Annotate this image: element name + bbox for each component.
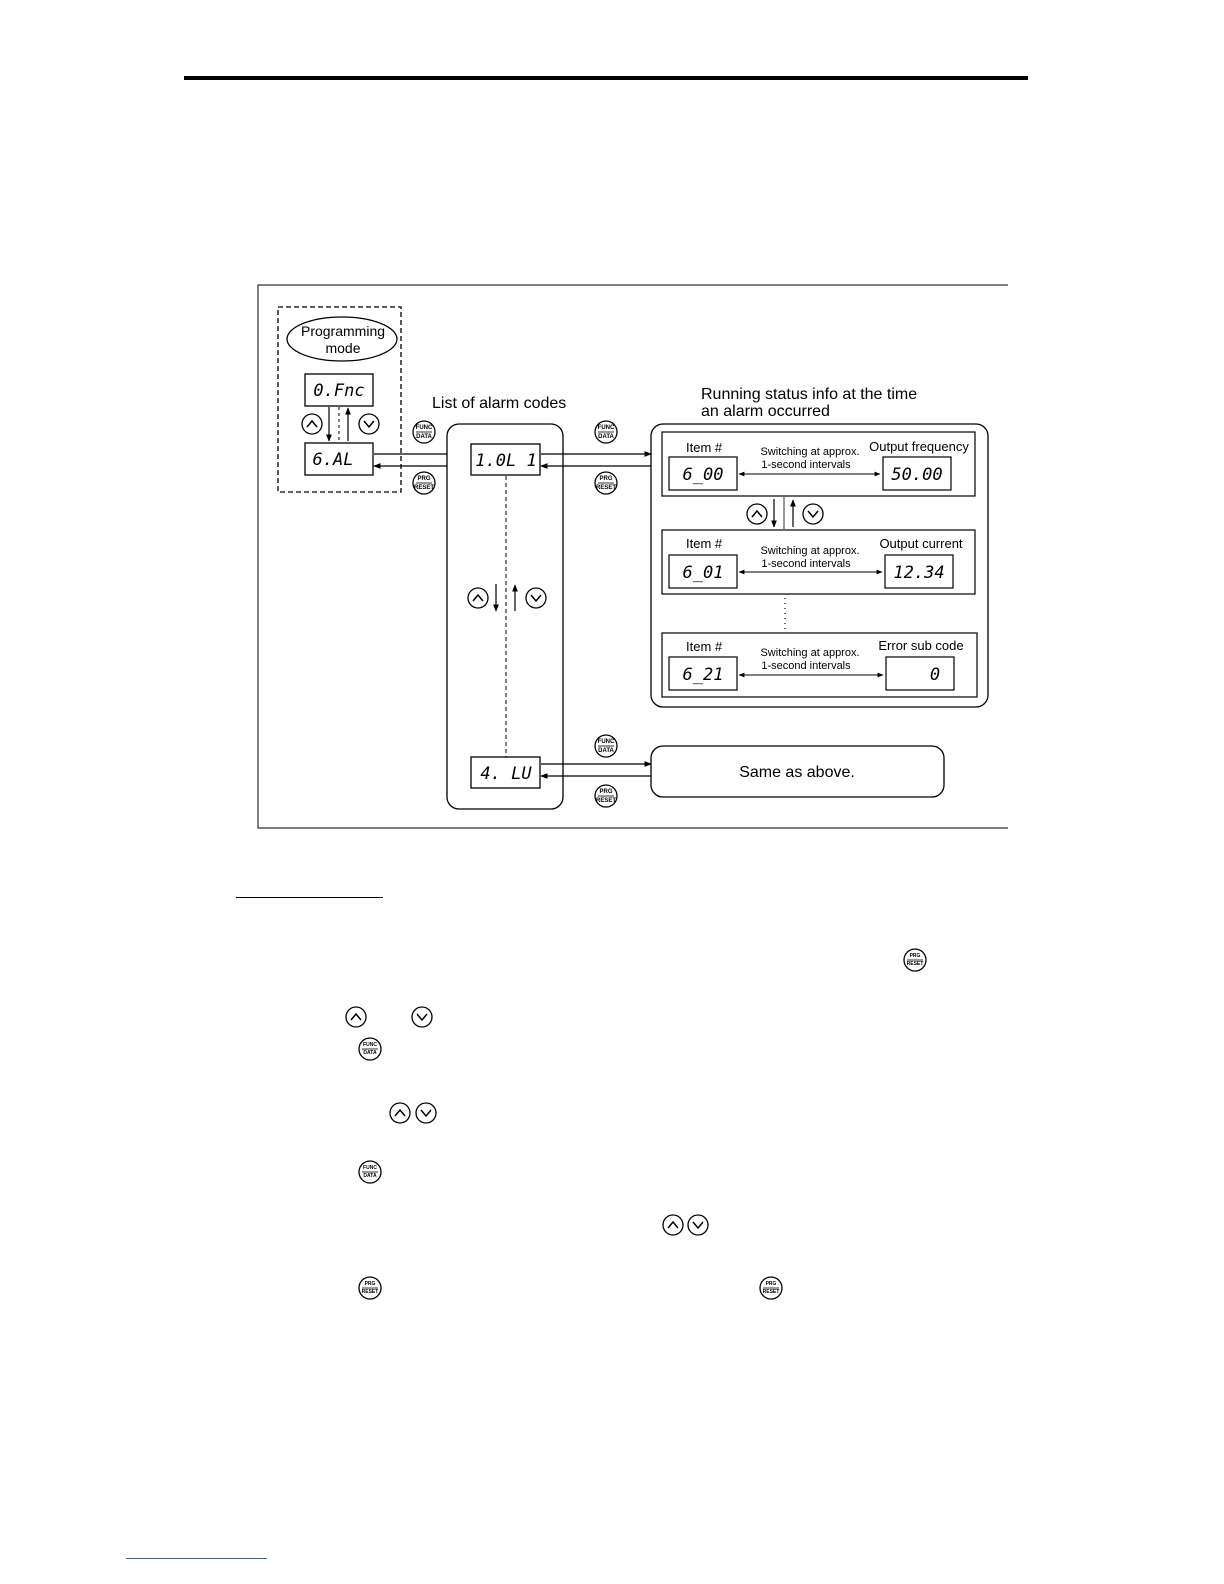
svg-text:FUNC: FUNC [597,425,615,431]
down-key-icon [688,1215,708,1235]
svg-text:50.00: 50.00 [891,465,943,485]
svg-text:PRG: PRG [599,789,613,795]
down-key-icon [526,588,546,608]
svg-text:FUNC: FUNC [363,1165,377,1171]
down-key-icon [803,504,823,524]
up-key-icon [663,1215,683,1235]
svg-text:12.34: 12.34 [893,563,945,583]
svg-text:RESET: RESET [762,1289,780,1295]
svg-text:PRG: PRG [417,476,431,482]
svg-text:1-second intervals: 1-second intervals [761,660,851,672]
svg-text:DATA: DATA [598,748,614,754]
prg-reset-key-icon [760,1277,782,1299]
svg-text:6_01: 6_01 [682,563,724,583]
up-key-icon [390,1103,410,1123]
svg-text:1-second intervals: 1-second intervals [761,459,851,471]
svg-text:RESET: RESET [595,485,617,491]
func-data-key-icon [359,1161,381,1183]
programming-mode-label-2: mode [325,340,361,356]
svg-text:DATA: DATA [416,434,432,440]
svg-text:Item #: Item # [686,536,723,551]
prg-reset-key-icon [904,949,926,971]
up-key-icon [747,504,767,524]
running-status-title-1: Running status info at the time [701,386,918,403]
svg-text:0: 0 [929,665,941,685]
svg-text:6_00: 6_00 [682,465,724,485]
svg-text:RESET: RESET [595,798,617,804]
func-data-key-icon [359,1038,381,1060]
footnote-rule [126,1558,267,1559]
display-0fnc-text: 0.Fnc [313,381,365,401]
up-key-icon [468,588,488,608]
svg-text:RESET: RESET [361,1289,379,1295]
svg-text:PRG: PRG [765,1281,777,1287]
svg-text:PRG: PRG [364,1281,376,1287]
programming-mode-label-1: Programming [300,323,386,339]
display-alarm-first-text: 1.0L 1 [475,451,537,471]
svg-text:Switching at approx.: Switching at approx. [760,545,860,557]
svg-text:DATA: DATA [598,434,614,440]
svg-text:Item #: Item # [686,440,723,455]
prg-reset-key-icon [359,1277,381,1299]
svg-text:DATA: DATA [363,1173,377,1179]
svg-text:DATA: DATA [363,1050,377,1056]
same-as-above-text: Same as above. [739,764,855,781]
svg-text:Switching at approx.: Switching at approx. [760,647,860,659]
up-key-icon [302,414,322,434]
svg-text:Output current: Output current [879,536,963,551]
running-status-title-2: an alarm occurred [701,403,830,420]
svg-text:FUNC: FUNC [415,425,433,431]
svg-text:RESET: RESET [413,485,435,491]
up-key-icon [346,1007,366,1027]
svg-text:6_21: 6_21 [682,665,724,685]
svg-text:Output frequency: Output frequency [869,439,969,454]
svg-text:FUNC: FUNC [363,1042,377,1048]
svg-text:Item #: Item # [686,639,723,654]
svg-text:1-second intervals: 1-second intervals [761,558,851,570]
svg-text:RESET: RESET [906,961,924,967]
svg-text:Error sub code: Error sub code [878,638,964,653]
svg-text:PRG: PRG [909,953,921,959]
display-alarm-last-text: 4. LU [480,764,532,784]
svg-text:FUNC: FUNC [597,739,615,745]
down-key-icon [359,414,379,434]
alarm-list-box [447,424,563,809]
down-key-icon [412,1007,432,1027]
svg-text:Switching at approx.: Switching at approx. [760,446,860,458]
section-heading-rule [236,897,383,898]
display-6al-text: 6.AL [312,450,354,470]
alarm-list-title: List of alarm codes [432,395,567,412]
down-key-icon [416,1103,436,1123]
svg-text:PRG: PRG [599,476,613,482]
